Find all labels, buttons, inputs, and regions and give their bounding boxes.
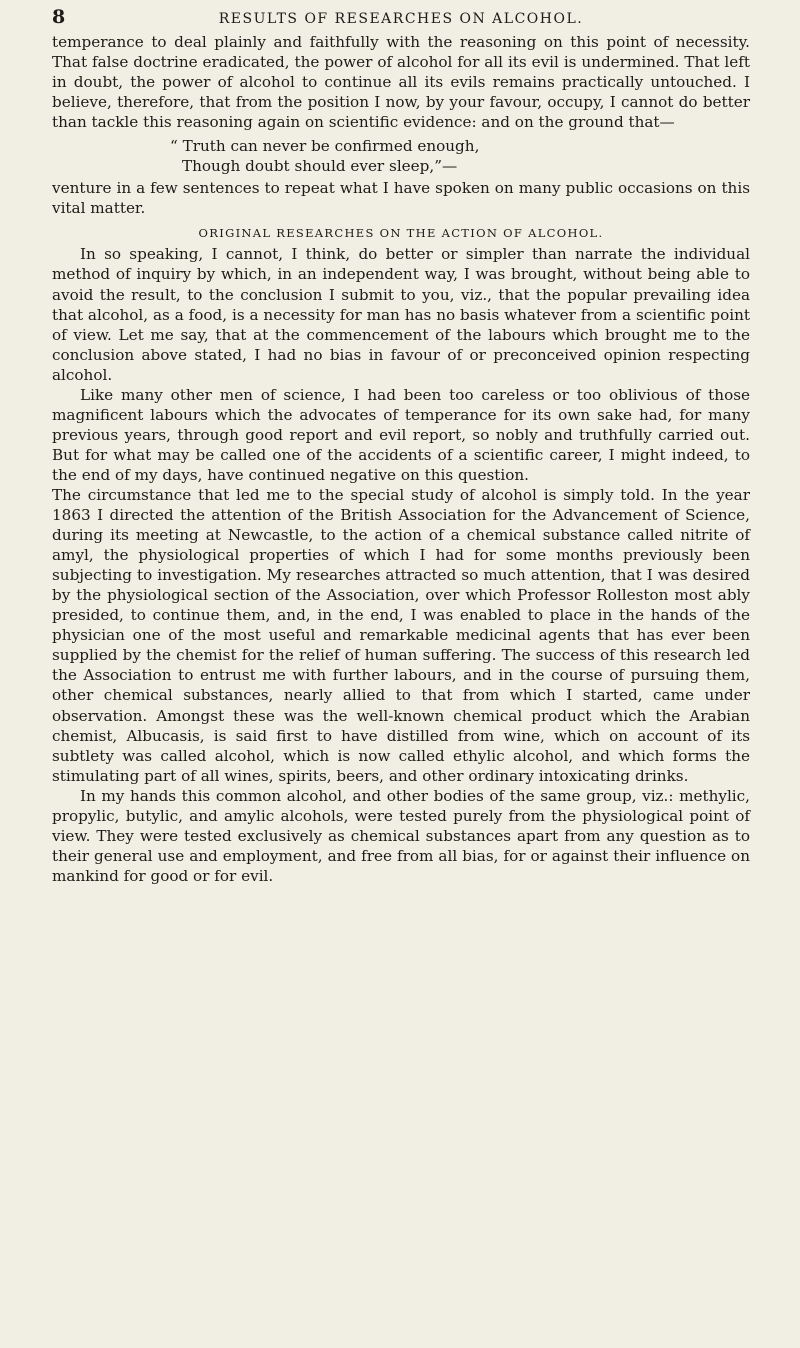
page-number: 8 [52,6,66,28]
verse-quote [52,136,750,176]
intro-continuation-paragraph: venture in a few sentences to repeat what I have spoken on many public occasions on this vital matter. [52,179,750,218]
body-paragraph: In my hands this common alcohol, and other bodies of the same group, viz.: methylic, propylic, butylic, and amylic alcohols, were tested purely from the physiological point of view. They were tested exclusively as chemical substances apart from any question as to their general use and employment, and free from all bias, for or against their influence on mankind for good or for evil. [52,786,750,885]
body-paragraph: Like many other men of science, I had been too careless or too oblivious of those magnificent labours which the advocates of temperance for its own sake had, for many previous years, through good report and evil report, so nobly and truthfully carried out. But for what may be called one of the accidents of a scientific career, I might indeed, to the end of my days, have continued negative on this question. [52,385,750,484]
section-heading: ORIGINAL RESEARCHES ON THE ACTION OF ALCOHOL. [198,226,604,241]
running-head: RESULTS OF RESEARCHES ON ALCOHOL. [218,11,584,27]
intro-paragraph: temperance to deal plainly and faithfully with the reasoning on this point of necessity. That false doctrine eradicated, the power of alcohol for all its evil is undermined. That left in doubt, the power of alcohol to continue all its evils remains practically untouched. I believe, therefore, that from the position I now, by your favour, occupy, I cannot do better than tackle this reasoning again on scientific evidence: and on the ground that— [52,33,750,132]
body-paragraph: In so speaking, I cannot, I think, do better or simpler than narrate the individual method of inquiry by which, in an independent way, I was brought, without being able to avoid the result, to the conclusion I submit to you, viz., that the popular prevailing idea that alcohol, as a food, is a necessity for man has no basis whatever from a scientific point of view. Let me say, that at the commencement of the labours which brought me to the conclusion above stated, I had no bias in favour of or preconceived opinion respecting alcohol. [52,245,750,384]
body-paragraph: The circumstance that led me to the special study of alcohol is simply told. In the year 1863 I directed the attention of the British Association for the Advancement of Science, during its meeting at Newcastle, to the action of a chemical substance called nitrite of amyl, the physiological properties of which I had for some months previously been subjecting to investigation. My researches attracted so much attention, that I was desired by the physiological section of the Association, over which Professor Rolleston most ably presided, to continue them, and, in the end, I was enabled to place in the hands of the physician one of the most useful and remarkable medicinal agents that has ever been supplied by the chemist for the relief of human suffering. The success of this research led the Association to entrust me with further labours, and in the course of pursuing them, other chemical substances, nearly allied to that from which I started, came under observation. Amongst these was the well-known chemical product which the Arabian chemist, Albucasis, is said first to have distilled from wine, which on account of its subtlety was called alcohol, which is now called ethylic alcohol, and which forms the stimulating part of all wines, spirits, beers, and other ordinary intoxicating drinks. [52,485,750,785]
page-header [52,4,750,32]
verse-line-2: Though doubt should ever sleep,”— [182,157,458,176]
verse-line-1: “ Truth can never be confirmed enough, [170,137,480,156]
